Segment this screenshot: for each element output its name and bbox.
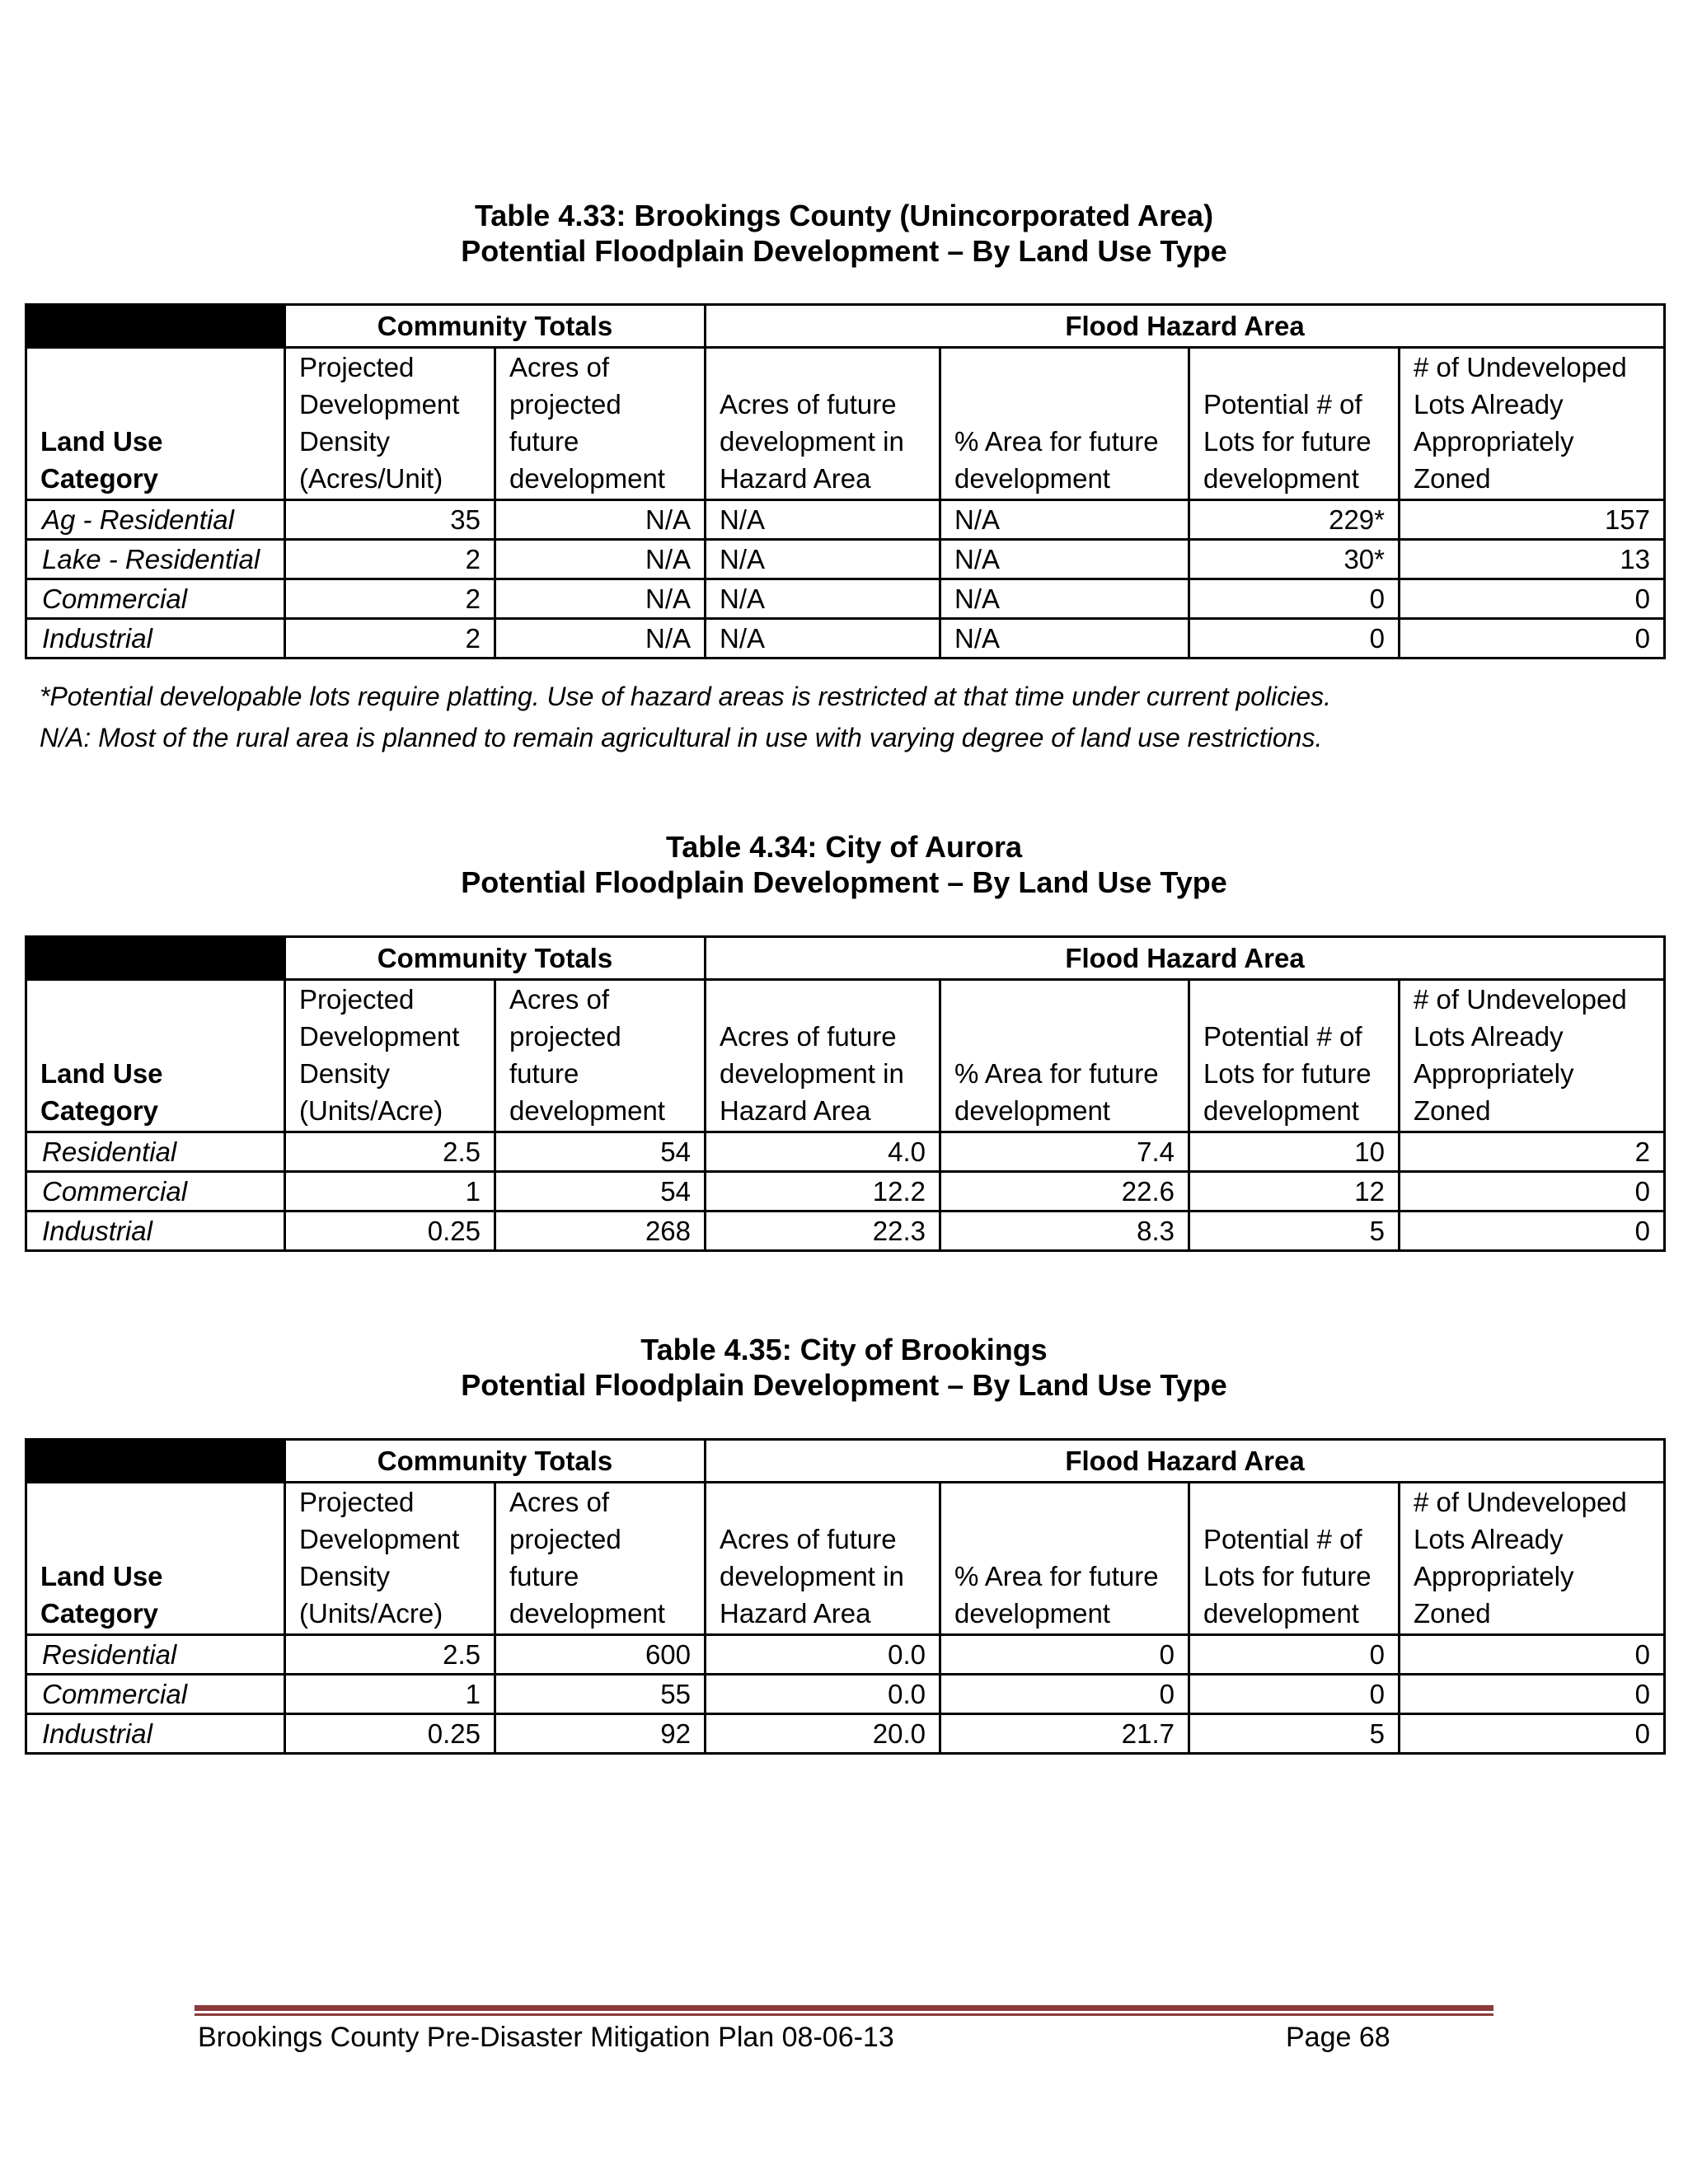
cell-acres-projected: 600 <box>495 1635 706 1675</box>
column-header-pct-area <box>940 348 1189 500</box>
cell-acres-hazard: N/A <box>706 619 940 658</box>
cell-acres-projected: N/A <box>495 619 706 658</box>
column-header-line: Acres of <box>509 1487 610 1517</box>
table-row <box>26 500 1665 540</box>
group-header-community: Community Totals <box>285 1440 706 1483</box>
header-black-cell <box>26 305 285 348</box>
header-black-cell <box>26 937 285 980</box>
cell-acres-projected: N/A <box>495 540 706 579</box>
cell-acres-hazard: 0.0 <box>706 1635 940 1675</box>
cell-potential-lots: 0 <box>1189 579 1400 619</box>
cell-land-use-category: Industrial <box>26 1714 285 1754</box>
cell-acres-projected: 92 <box>495 1714 706 1754</box>
column-header-line: Land Use <box>40 426 163 457</box>
cell-undeveloped-lots: 0 <box>1400 1172 1665 1212</box>
column-header-line: Density <box>299 1058 391 1089</box>
column-header-acres-projected <box>495 348 706 500</box>
cell-acres-hazard: N/A <box>706 500 940 540</box>
floodplain-table <box>25 303 1666 659</box>
column-header-line: development <box>509 1095 665 1126</box>
column-header-line: Land Use <box>40 1561 163 1591</box>
column-header-line: development <box>509 1598 665 1629</box>
table-row <box>26 579 1665 619</box>
table-title-line: Table 4.35: City of Brookings <box>640 1333 1048 1366</box>
column-header-line: Projected <box>299 984 415 1015</box>
column-header-undeveloped-lots <box>1400 980 1665 1132</box>
column-header-line: Appropriately <box>1414 426 1574 457</box>
column-header-line: Lots Already <box>1414 1524 1564 1554</box>
floodplain-table <box>25 1438 1666 1755</box>
column-header-line: Acres of <box>509 352 610 382</box>
table-row <box>26 619 1665 658</box>
cell-acres-hazard: 20.0 <box>706 1714 940 1754</box>
cell-land-use-category: Commercial <box>26 1172 285 1212</box>
table-title <box>0 829 1688 900</box>
cell-density: 2 <box>285 540 495 579</box>
column-header-line: Projected <box>299 1487 415 1517</box>
group-header-flood-hazard: Flood Hazard Area <box>706 305 1665 348</box>
cell-density: 0.25 <box>285 1714 495 1754</box>
cell-potential-lots: 30* <box>1189 540 1400 579</box>
cell-density: 1 <box>285 1675 495 1714</box>
table-row <box>26 1675 1665 1714</box>
group-header-row <box>26 937 1665 980</box>
cell-pct-area: 0 <box>940 1675 1189 1714</box>
cell-acres-hazard: 12.2 <box>706 1172 940 1212</box>
cell-land-use-category: Residential <box>26 1132 285 1172</box>
column-header-land-use <box>26 348 285 500</box>
column-header-line: Lots for future <box>1203 1561 1372 1591</box>
column-header-line: Hazard Area <box>720 1598 871 1629</box>
column-header-line: development <box>1203 463 1359 494</box>
cell-pct-area: N/A <box>940 619 1189 658</box>
column-header-line: # of Undeveloped <box>1414 1487 1627 1517</box>
cell-undeveloped-lots: 0 <box>1400 1714 1665 1754</box>
table-title <box>0 1332 1688 1403</box>
column-header-line: Potential # of <box>1203 1021 1362 1052</box>
cell-undeveloped-lots: 0 <box>1400 1675 1665 1714</box>
column-header-line: Zoned <box>1414 463 1491 494</box>
column-header-line: # of Undeveloped <box>1414 984 1627 1015</box>
cell-land-use-category: Ag - Residential <box>26 500 285 540</box>
cell-pct-area: N/A <box>940 500 1189 540</box>
column-header-line: (Acres/Unit) <box>299 463 443 494</box>
cell-potential-lots: 0 <box>1189 1675 1400 1714</box>
table-title <box>0 198 1688 269</box>
cell-potential-lots: 10 <box>1189 1132 1400 1172</box>
column-header-acres-projected <box>495 980 706 1132</box>
column-header-line: # of Undeveloped <box>1414 352 1627 382</box>
column-header-line: development <box>954 463 1110 494</box>
cell-pct-area: N/A <box>940 540 1189 579</box>
cell-acres-hazard: 22.3 <box>706 1212 940 1251</box>
cell-undeveloped-lots: 13 <box>1400 540 1665 579</box>
group-header-community: Community Totals <box>285 937 706 980</box>
column-header-line: Acres of <box>509 984 610 1015</box>
cell-acres-hazard: N/A <box>706 579 940 619</box>
column-header-acres-projected <box>495 1483 706 1635</box>
cell-acres-projected: 54 <box>495 1132 706 1172</box>
column-header-line: Category <box>40 1598 159 1629</box>
group-header-flood-hazard: Flood Hazard Area <box>706 937 1665 980</box>
cell-density: 2 <box>285 579 495 619</box>
group-header-community: Community Totals <box>285 305 706 348</box>
table-title-line: Table 4.33: Brookings County (Unincorporated Area) <box>474 199 1214 232</box>
column-header-line: Projected <box>299 352 415 382</box>
cell-potential-lots: 5 <box>1189 1212 1400 1251</box>
cell-land-use-category: Industrial <box>26 619 285 658</box>
column-header-line: projected <box>509 1524 621 1554</box>
column-header-line: Development <box>299 1021 460 1052</box>
column-header-line: Potential # of <box>1203 1524 1362 1554</box>
cell-acres-hazard: 0.0 <box>706 1675 940 1714</box>
column-header-density <box>285 1483 495 1635</box>
cell-potential-lots: 12 <box>1189 1172 1400 1212</box>
cell-land-use-category: Residential <box>26 1635 285 1675</box>
column-header-line: Zoned <box>1414 1598 1491 1629</box>
cell-density: 0.25 <box>285 1212 495 1251</box>
cell-pct-area: 22.6 <box>940 1172 1189 1212</box>
column-header-land-use <box>26 1483 285 1635</box>
cell-undeveloped-lots: 2 <box>1400 1132 1665 1172</box>
cell-pct-area: 8.3 <box>940 1212 1189 1251</box>
column-header-undeveloped-lots <box>1400 1483 1665 1635</box>
column-header-line: Category <box>40 463 159 494</box>
table-subtitle-line: Potential Floodplain Development – By Land Use Type <box>461 234 1227 268</box>
cell-acres-hazard: 4.0 <box>706 1132 940 1172</box>
cell-land-use-category: Lake - Residential <box>26 540 285 579</box>
cell-land-use-category: Industrial <box>26 1212 285 1251</box>
cell-pct-area: N/A <box>940 579 1189 619</box>
column-header-potential-lots <box>1189 1483 1400 1635</box>
cell-land-use-category: Commercial <box>26 579 285 619</box>
table-subtitle-line: Potential Floodplain Development – By Land Use Type <box>461 1368 1227 1402</box>
group-header-flood-hazard: Flood Hazard Area <box>706 1440 1665 1483</box>
column-header-acres-hazard <box>706 1483 940 1635</box>
cell-acres-projected: 268 <box>495 1212 706 1251</box>
column-header-line: development <box>954 1598 1110 1629</box>
column-header-pct-area <box>940 1483 1189 1635</box>
column-header-line: development <box>509 463 665 494</box>
cell-density: 35 <box>285 500 495 540</box>
table-title-line: Table 4.34: City of Aurora <box>665 830 1023 864</box>
column-header-density <box>285 348 495 500</box>
footer-rule <box>195 2005 1493 2011</box>
column-header-line: (Units/Acre) <box>299 1095 443 1126</box>
table-row <box>26 1132 1665 1172</box>
cell-density: 2 <box>285 619 495 658</box>
cell-undeveloped-lots: 157 <box>1400 500 1665 540</box>
column-header-line: development <box>1203 1095 1359 1126</box>
table-notes <box>40 676 1331 758</box>
cell-potential-lots: 229* <box>1189 500 1400 540</box>
column-header-land-use <box>26 980 285 1132</box>
cell-density: 1 <box>285 1172 495 1212</box>
column-header-line: Hazard Area <box>720 463 871 494</box>
column-header-line: Appropriately <box>1414 1561 1574 1591</box>
cell-potential-lots: 5 <box>1189 1714 1400 1754</box>
footnote: *Potential developable lots require platting. Use of hazard areas is restricted at that time under current policies. <box>40 682 1332 711</box>
column-header-line: Appropriately <box>1414 1058 1574 1089</box>
column-header-acres-hazard <box>706 348 940 500</box>
column-header-line: Acres of future <box>720 1524 897 1554</box>
column-header-line: development in <box>720 426 904 457</box>
column-header-line: Hazard Area <box>720 1095 871 1126</box>
table-row <box>26 540 1665 579</box>
footnote: N/A: Most of the rural area is planned to remain agricultural in use with varying degree of land use restrictions. <box>40 723 1323 752</box>
group-header-row <box>26 305 1665 348</box>
cell-undeveloped-lots: 0 <box>1400 1635 1665 1675</box>
header-black-cell <box>26 1440 285 1483</box>
column-header-line: projected <box>509 1021 621 1052</box>
table-row <box>26 1172 1665 1212</box>
column-header-line: Category <box>40 1095 159 1126</box>
column-header-line: development <box>954 1095 1110 1126</box>
floodplain-table <box>25 935 1666 1252</box>
cell-pct-area: 7.4 <box>940 1132 1189 1172</box>
cell-acres-projected: 54 <box>495 1172 706 1212</box>
column-header-line: Density <box>299 1561 391 1591</box>
column-header-line: (Units/Acre) <box>299 1598 443 1629</box>
column-header-line: % Area for future <box>954 426 1159 457</box>
cell-undeveloped-lots: 0 <box>1400 619 1665 658</box>
column-header-line: Land Use <box>40 1058 163 1089</box>
table-subtitle-line: Potential Floodplain Development – By Land Use Type <box>461 865 1227 899</box>
column-header-line: Lots Already <box>1414 389 1564 419</box>
column-header-line: projected <box>509 389 621 419</box>
cell-potential-lots: 0 <box>1189 1635 1400 1675</box>
cell-density: 2.5 <box>285 1635 495 1675</box>
column-header-line: development <box>1203 1598 1359 1629</box>
column-header-line: Lots Already <box>1414 1021 1564 1052</box>
column-header-row <box>26 348 1665 500</box>
column-header-line: Development <box>299 389 460 419</box>
column-header-line: Density <box>299 426 391 457</box>
cell-potential-lots: 0 <box>1189 619 1400 658</box>
cell-undeveloped-lots: 0 <box>1400 579 1665 619</box>
column-header-line: future <box>509 426 579 457</box>
column-header-line: development in <box>720 1058 904 1089</box>
column-header-line: Acres of future <box>720 1021 897 1052</box>
column-header-line: development in <box>720 1561 904 1591</box>
table-row <box>26 1714 1665 1754</box>
column-header-line: Lots for future <box>1203 1058 1372 1089</box>
cell-acres-projected: 55 <box>495 1675 706 1714</box>
cell-pct-area: 0 <box>940 1635 1189 1675</box>
column-header-line: future <box>509 1561 579 1591</box>
column-header-acres-hazard <box>706 980 940 1132</box>
group-header-row <box>26 1440 1665 1483</box>
column-header-line: Potential # of <box>1203 389 1362 419</box>
column-header-line: % Area for future <box>954 1058 1159 1089</box>
cell-undeveloped-lots: 0 <box>1400 1212 1665 1251</box>
column-header-line: Lots for future <box>1203 426 1372 457</box>
cell-acres-projected: N/A <box>495 579 706 619</box>
column-header-line: Zoned <box>1414 1095 1491 1126</box>
footer-rule-thin <box>195 2013 1493 2016</box>
column-header-density <box>285 980 495 1132</box>
table-row <box>26 1635 1665 1675</box>
column-header-line: future <box>509 1058 579 1089</box>
cell-acres-projected: N/A <box>495 500 706 540</box>
cell-pct-area: 21.7 <box>940 1714 1189 1754</box>
cell-land-use-category: Commercial <box>26 1675 285 1714</box>
column-header-pct-area <box>940 980 1189 1132</box>
cell-acres-hazard: N/A <box>706 540 940 579</box>
column-header-line: % Area for future <box>954 1561 1159 1591</box>
column-header-potential-lots <box>1189 980 1400 1132</box>
column-header-line: Development <box>299 1524 460 1554</box>
column-header-line: Acres of future <box>720 389 897 419</box>
cell-density: 2.5 <box>285 1132 495 1172</box>
column-header-row <box>26 1483 1665 1635</box>
column-header-potential-lots <box>1189 348 1400 500</box>
footer-page-number: Page 68 <box>1286 2022 1390 2053</box>
footer-document-title: Brookings County Pre-Disaster Mitigation Plan 08-06-13 <box>198 2022 894 2053</box>
table-row <box>26 1212 1665 1251</box>
column-header-row <box>26 980 1665 1132</box>
column-header-undeveloped-lots <box>1400 348 1665 500</box>
